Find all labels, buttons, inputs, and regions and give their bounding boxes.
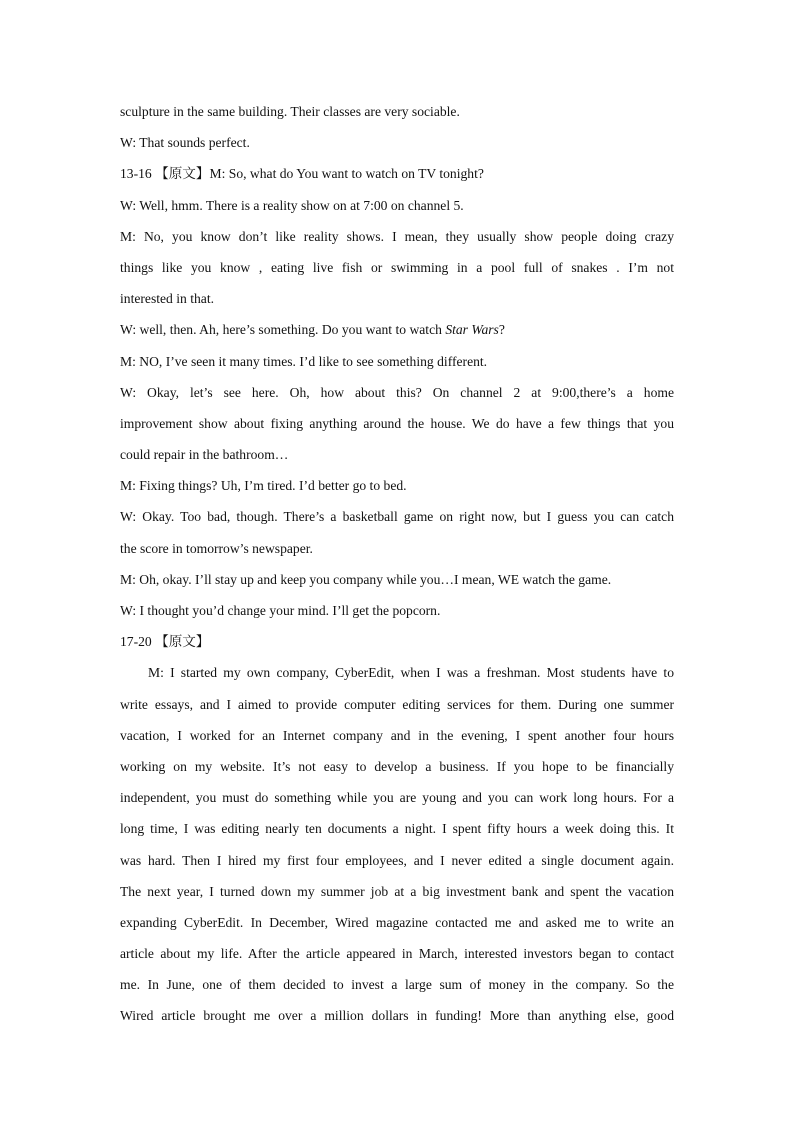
dialog-line: M: NO, I’ve seen it many times. I’d like to see something different. (120, 353, 488, 369)
section-heading-17-20 (120, 626, 674, 657)
dialog-line: W: Okay, let’s see here. Oh, how about this? On channel 2 at 9:00,there’s a home (120, 384, 674, 400)
section-label: 【原文】 (155, 634, 210, 651)
paragraph-line: The next year, I turned down my summer job at a big investment bank and spent the vacation (120, 883, 674, 899)
dialog-line: interested in that. (120, 291, 214, 307)
dialog-line (120, 314, 674, 345)
monologue-paragraph (120, 657, 674, 1031)
paragraph-line: me. In June, one of them decided to invest a large sum of money in the company. So the (120, 977, 674, 993)
paragraph-line: write essays, and I aimed to provide computer editing services for them. During one summer (120, 696, 674, 712)
section-heading-13-16 (120, 158, 674, 189)
dialog-line: the score in tomorrow’s newspaper. (120, 540, 313, 556)
dialog-line: W: Okay. Too bad, though. There’s a basketball game on right now, but I guess you can catch (120, 509, 674, 525)
dialog-line: things like you know , eating live fish or swimming in a pool full of snakes . I’m not (120, 259, 674, 275)
dialog-line: could repair in the bathroom… (120, 447, 289, 463)
paragraph-line: article about my life. After the article appeared in March, interested investors began to contact (120, 946, 674, 962)
section-label: 【原文】 (155, 166, 210, 183)
dialog-line: M: Oh, okay. I’ll stay up and keep you company while you…I mean, WE watch the game. (120, 571, 612, 587)
dialog-line: W: I thought you’d change your mind. I’ll get the popcorn. (120, 603, 441, 618)
paragraph-line: expanding CyberEdit. In December, Wired magazine contacted me and asked me to write an (120, 914, 674, 930)
section-number: 17-20 (120, 634, 156, 650)
paragraph-line: long time, I was editing nearly ten documents a night. I spent fifty hours a week doing this. It (120, 821, 674, 837)
paragraph-line: Wired article brought me over a million dollars in funding! More than anything else, good (120, 1008, 674, 1024)
paragraph-line: working on my website. It’s not easy to develop a business. If you hope to be financially (120, 758, 674, 774)
dialog-line: improvement show about fixing anything around the house. We do have a few things that you (120, 415, 674, 431)
section-number: 13-16 (120, 166, 156, 182)
text-line: W: That sounds perfect. (120, 135, 250, 151)
text-line: sculpture in the same building. Their classes are very sociable. (120, 104, 460, 119)
dialog-text: W: well, then. Ah, here’s something. Do you want to watch (120, 322, 446, 338)
dialog-line: W: Well, hmm. There is a reality show on at 7:00 on channel 5. (120, 197, 464, 213)
paragraph-line: was hard. Then I hired my first four employees, and I never edited a single document again. (120, 852, 674, 868)
movie-title: Star Wars (445, 322, 499, 338)
paragraph-line: independent, you must do something while you are young and you can work long hours. For a (120, 790, 674, 806)
dialog-line: M: Fixing things? Uh, I’m tired. I’d better go to bed. (120, 478, 407, 494)
dialog-text: ? (498, 322, 505, 338)
dialog-line: M: No, you know don’t like reality shows. I mean, they usually show people doing crazy (120, 228, 674, 244)
paragraph-line: vacation, I worked for an Internet company and in the evening, I spent another four hours (120, 727, 674, 743)
paragraph-line: M: I started my own company, CyberEdit, when I was a freshman. Most students have to (148, 665, 674, 681)
dialog-line: M: So, what do You want to watch on TV tonight? (209, 166, 484, 182)
document-page (120, 96, 674, 1032)
